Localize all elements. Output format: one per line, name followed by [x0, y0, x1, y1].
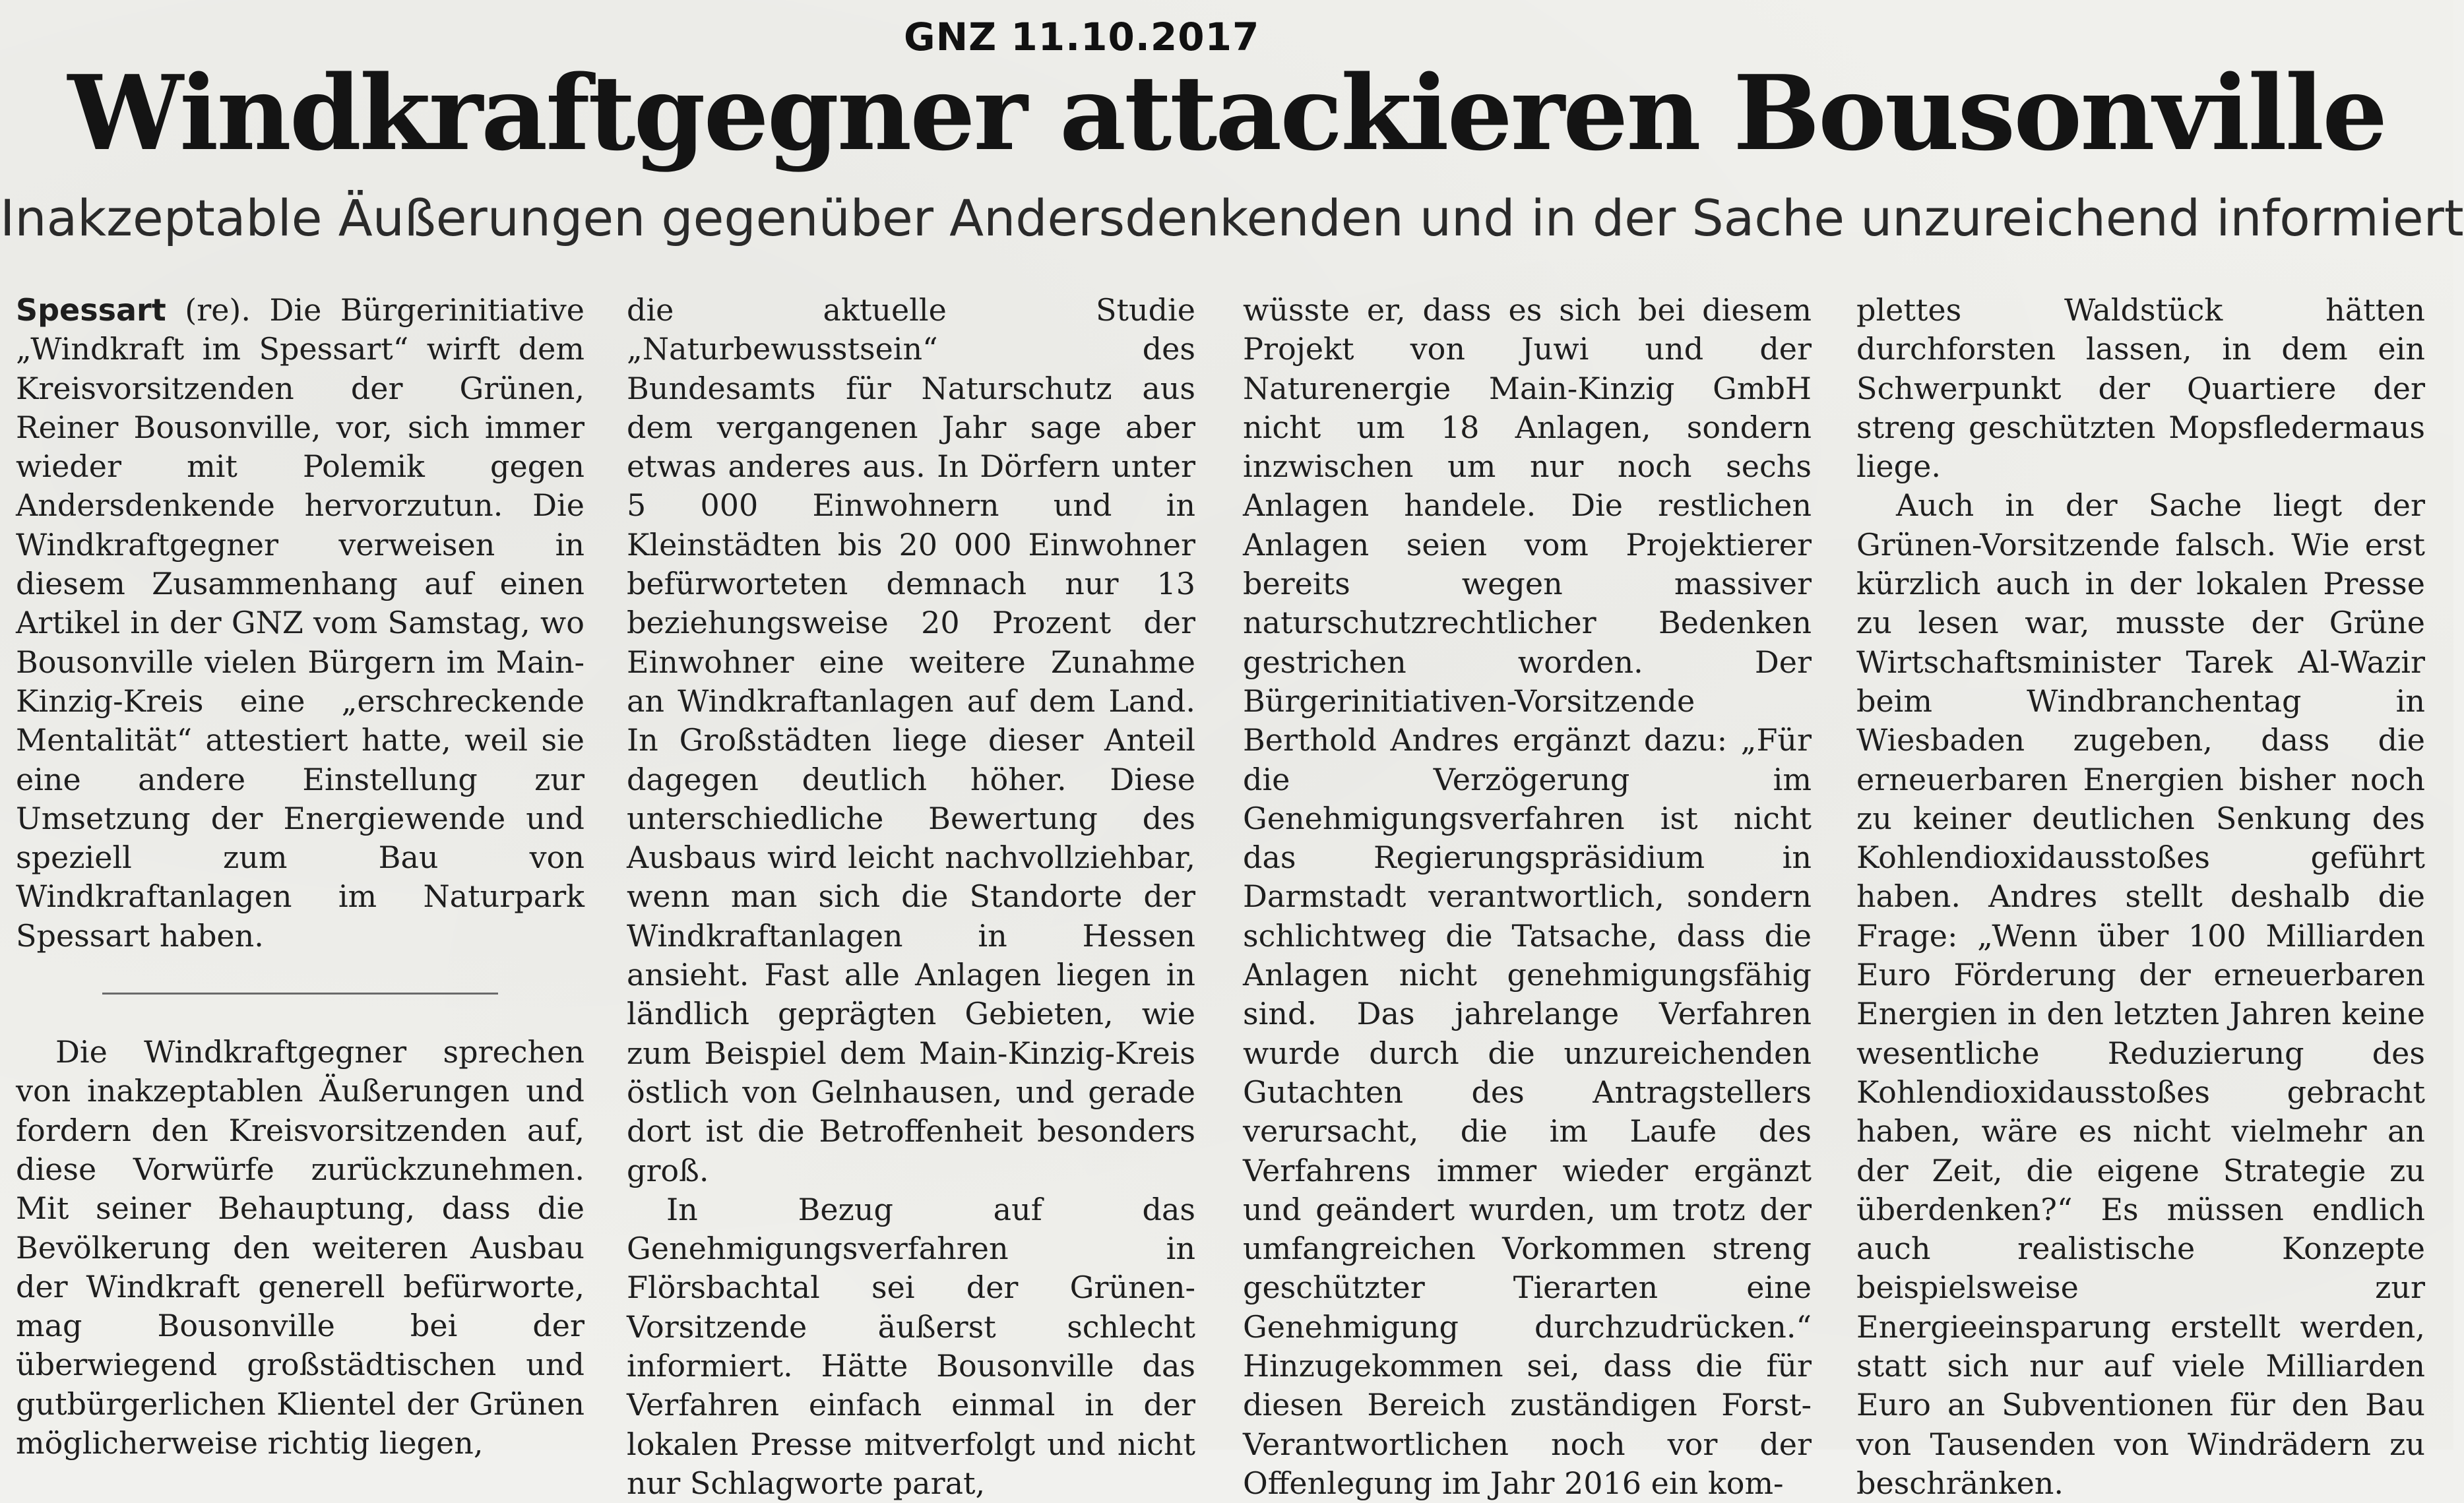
article-column-2	[627, 291, 1195, 1501]
article-column-4	[1856, 291, 2425, 1501]
section-divider	[102, 993, 498, 995]
dateline: Spessart	[16, 292, 166, 328]
headline: Windkraftgegner attackieren Bousonville	[67, 53, 2386, 173]
article-paragraph: Die Windkraftgegner sprechen von inakzeptablen Äußerungen und fordern den Kreisvorsitzenden auf, diese Vorwürfe zurückzunehmen. Mit seiner Behauptung, dass die Bevölkerung den weiteren Ausbau der Windkraft generell befürworte, mag Bousonville bei der überwiegend großstädtischen und gutbürgerlichen Klientel der Grünen möglicherweise richtig liegen,	[16, 1034, 584, 1461]
article-column-3	[1243, 291, 1812, 1501]
paragraph-text: (re). Die Bürgerinitiative „Windkraft im Spessart“ wirft dem Kreisvorsitzenden der Grünen, Reiner Bousonville, vor, sich immer wieder mit Polemik gegen Andersdenkende hervorzutun. Die Windkraftgegner verweisen in diesem Zusammenhang auf einen Artikel in der GNZ vom Samstag, wo Bousonville vielen Bürgern im Main-Kinzig-Kreis eine „erschreckende Mentalität“ attestiert hatte, weil sie eine andere Einstellung zur Umsetzung der Energiewende und speziell zum Bau von Windkraftanlagen im Naturpark Spessart haben.	[16, 292, 584, 954]
article-column-1	[16, 291, 584, 1461]
subheadline: Inakzeptable Äußerungen gegenüber Andersdenkenden und in der Sache unzureichend informiert	[0, 189, 2464, 247]
article-paragraph: die aktuelle Studie „Naturbewusstsein“ des Bundesamts für Naturschutz aus dem vergangenen Jahr sage aber etwas anderes aus. In Dörfern unter 5 000 Einwohnern und in Kleinstädten bis 20 000 Einwohner befürworteten demnach nur 13 beziehungsweise 20 Prozent der Einwohner eine weitere Zunahme an Windkraftanlagen auf dem Land. In Großstädten liege dieser Anteil dagegen deutlich höher. Diese unterschiedliche Bewertung des Ausbaus wird leicht nachvollziehbar, wenn man sich die Standorte der Windkraftanlagen in Hessen ansieht. Fast alle Anlagen liegen in ländlich geprägten Gebieten, wie zum Beispiel dem Main-Kinzig-Kreis östlich von Gelnhausen, und gerade dort ist die Betroffenheit besonders groß.	[627, 292, 1195, 1188]
article-paragraph	[16, 291, 584, 956]
article-paragraph: wüsste er, dass es sich bei diesem Projekt von Juwi und der Naturenergie Main-Kinzig GmbH nicht um 18 Anlagen, sondern inzwischen um nur noch sechs Anlagen handele. Die restlichen Anlagen seien vom Projektierer bereits wegen massiver naturschutzrechtlicher Bedenken gestrichen worden. Der Bürgerinitiativen-Vorsitzende Berthold Andres ergänzt dazu: „Für die Verzögerung im Genehmigungsverfahren ist nicht das Regierungspräsidium in Darmstadt verantwortlich, sondern schlichtweg die Tatsache, dass die Anlagen nicht genehmigungsfähig sind. Das jahrelange Verfahren wurde durch die unzureichenden Gutachten des Antragstellers verursacht, die im Laufe des Verfahrens immer wieder ergänzt und geändert wurden, um trotz der umfangreichen Vorkommen streng geschützter Tierarten eine Genehmigung durchzudrücken.“ Hinzugekommen sei, dass die für diesen Bereich zuständigen Forst-Verantwortlichen noch vor der Offenlegung im Jahr 2016 ein kom-	[1243, 292, 1812, 1501]
article-paragraph: Auch in der Sache liegt der Grünen-Vorsitzende falsch. Wie erst kürzlich auch in der lokalen Presse zu lesen war, musste der Grüne Wirtschaftsminister Tarek Al-Wazir beim Windbranchentag in Wiesbaden zugeben, dass die erneuerbaren Energien bisher noch zu keiner deutlichen Senkung des Kohlendioxidausstoßes geführt haben. Andres stellt deshalb die Frage: „Wenn über 100 Milliarden Euro Förderung der erneuerbaren Energien in den letzten Jahren keine wesentliche Reduzierung des Kohlendioxidausstoßes gebracht haben, wäre es nicht vielmehr an der Zeit, die eigene Strategie zu überdenken?“ Es müssen endlich auch realistische Konzepte beispielsweise zur Energieeinsparung erstellt werden, statt sich nur auf viele Milliarden Euro an Subventionen für den Bau von Tausenden von Windrädern zu beschränken.	[1856, 487, 2425, 1501]
article-paragraph: In Bezug auf das Genehmigungsverfahren in Flörsbachtal sei der Grünen-Vorsitzende äußerst schlecht informiert. Hätte Bousonville das Verfahren einfach einmal in der lokalen Presse mitverfolgt und nicht nur Schlagworte parat,	[627, 1191, 1195, 1501]
source-date-stamp: GNZ 11.10.2017	[904, 15, 1260, 59]
article-paragraph: plettes Waldstück hätten durchforsten lassen, in dem ein Schwerpunkt der Quartiere der streng geschützten Mopsfledermaus liege.	[1856, 292, 2425, 485]
